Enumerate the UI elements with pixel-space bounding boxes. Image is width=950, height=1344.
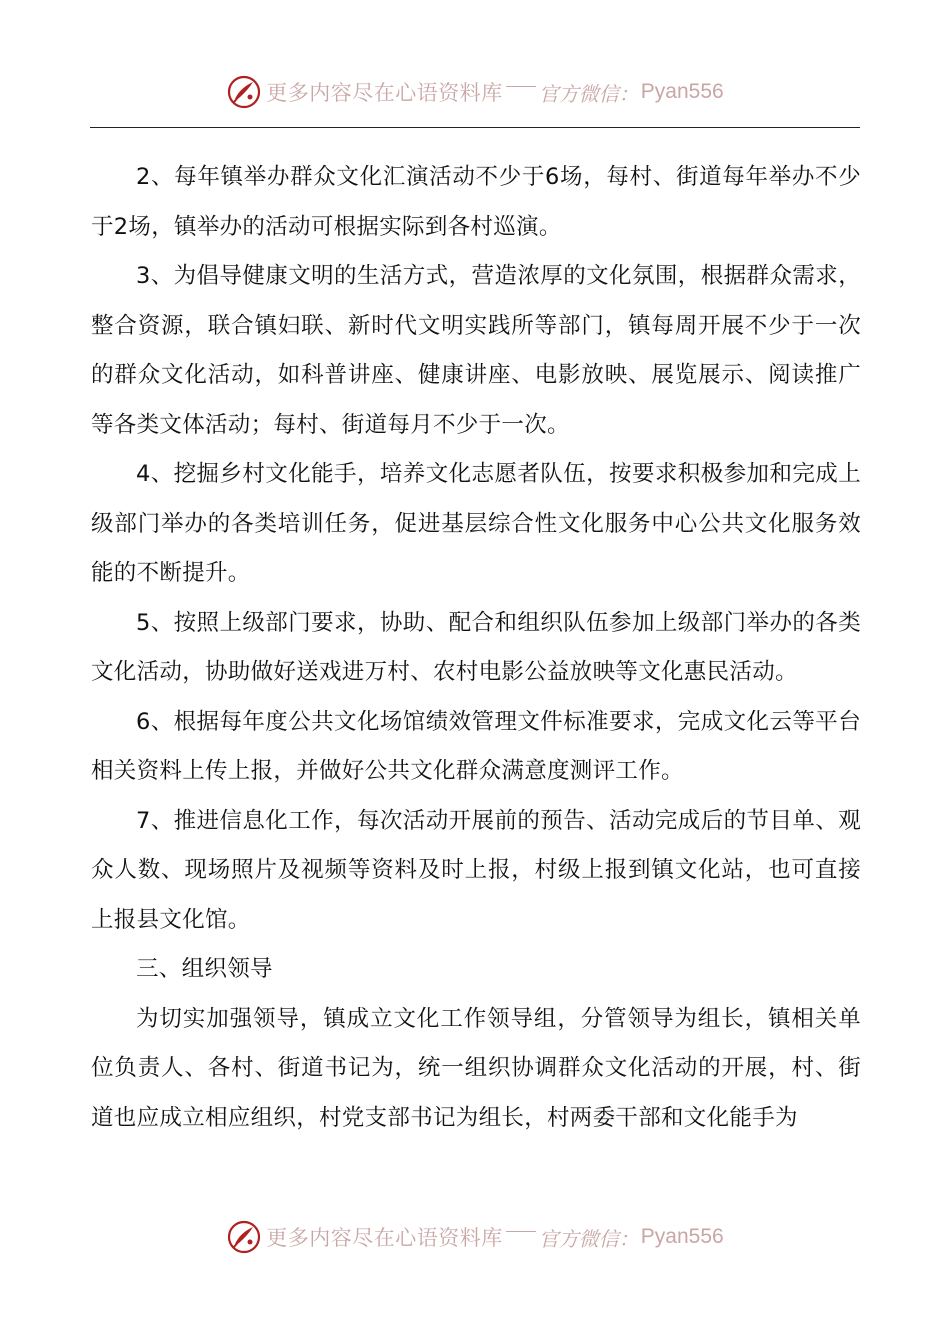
document-body (91, 153, 861, 1143)
banner-wechat-id: Pyan556 (640, 80, 724, 103)
header-rule (90, 127, 860, 128)
banner-slogan: 更多内容尽在心语资料库 (266, 81, 503, 105)
paragraph-item-3: 3、为倡导健康文明的生活方式，营造浓厚的文化氛围，根据群众需求，整合资源，联合镇妇联、新时代文明实践所等部门，镇每周开展不少于一次的群众文化活动，如科普讲座、健康讲座、电影放映、展览展示、阅读推广等各类文体活动；每村、街道每月不少于一次。 (91, 263, 861, 438)
paragraph-item-2: 2、每年镇举办群众文化汇演活动不少于6场，每村、街道每年举办不少于2场，镇举办的活动可根据实际到各村巡演。 (91, 164, 861, 240)
banner-wechat-id: Pyan556 (640, 1225, 724, 1248)
banner-dash (506, 1231, 536, 1232)
banner-dash (506, 86, 536, 87)
header-banner (0, 70, 950, 114)
paragraph-item-5: 5、按照上级部门要求，协助、配合和组织队伍参加上级部门举办的各类文化活动，协助做好送戏进万村、农村电影公益放映等文化惠民活动。 (91, 609, 861, 685)
section-heading: 三、组织领导 (136, 956, 273, 982)
banner-slogan: 更多内容尽在心语资料库 (266, 1226, 503, 1250)
paragraph-organization: 为切实加强领导，镇成立文化工作领导组，分管领导为组长，镇相关单位负责人、各村、街道书记为，统一组织协调群众文化活动的开展，村、街道也应成立相应组织，村党支部书记为组长，村两委干部和文化能手为 (91, 1005, 861, 1131)
banner-wechat-label: 官方微信： (538, 81, 639, 106)
footer-banner (0, 1215, 950, 1259)
quill-logo-icon (226, 1219, 262, 1255)
quill-logo-icon (226, 74, 262, 110)
banner-wechat-label: 官方微信： (538, 1226, 639, 1251)
paragraph-item-6: 6、根据每年度公共文化场馆绩效管理文件标准要求，完成文化云等平台相关资料上传上报，并做好公共文化群众满意度测评工作。 (91, 708, 861, 784)
paragraph-item-7: 7、推进信息化工作，每次活动开展前的预告、活动完成后的节目单、观众人数、现场照片及视频等资料及时上报，村级上报到镇文化站，也可直接上报县文化馆。 (91, 807, 861, 933)
paragraph-item-4: 4、挖掘乡村文化能手，培养文化志愿者队伍，按要求积极参加和完成上级部门举办的各类培训任务，促进基层综合性文化服务中心公共文化服务效能的不断提升。 (91, 461, 861, 586)
